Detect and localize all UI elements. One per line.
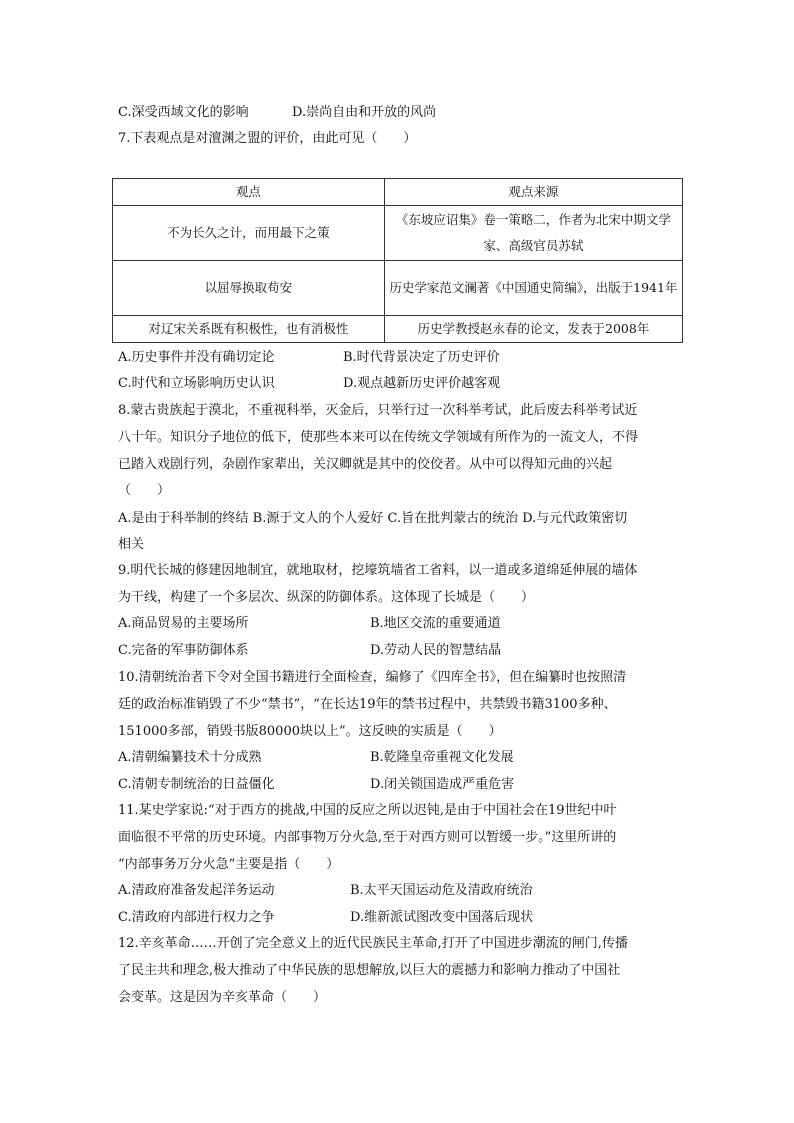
q12-stem-line-3: 会变革。这是因为辛亥革命（ ） (118, 990, 327, 1005)
q7-option-c: C.时代和立场影响历史认识 (118, 376, 275, 391)
table-cell-view: 不为长久之计，而用最下之策 (113, 206, 385, 261)
q10-option-a: A.清朝编纂技术十分成熟 (118, 750, 262, 765)
table-cell-source: 《东坡应诏集》卷一策略二，作者为北宋中期文学家、高级官员苏轼 (384, 206, 682, 261)
q7-option-b: B.时代背景决定了历史评价 (343, 350, 500, 365)
q10-option-c: C.清朝专制统治的日益僵化 (118, 777, 275, 792)
q7-option-a: A.历史事件并没有确切定论 (118, 350, 275, 365)
table-row (113, 316, 683, 343)
table-row (113, 261, 683, 316)
q9-option-a: A.商品贸易的主要场所 (118, 616, 249, 631)
table-cell-source: 历史学教授赵永春的论文，发表于2008年 (384, 316, 682, 343)
q9-stem-line-2: 为干线，构建了一个多层次、纵深的防御体系。这体现了长城是（ ） (118, 590, 535, 605)
q6-option-c: C.深受西域文化的影响 (118, 105, 249, 120)
q8-options-line-1: A.是由于科举制的终结 B.源于文人的个人爱好 C.旨在批判蒙古的统治 D.与元代政策密切 (118, 511, 628, 526)
q9-option-b: B.地区交流的重要通道 (370, 616, 501, 631)
q11-stem-line-1: 11.某史学家说:“对于西方的挑战,中国的反应之所以迟钝,是由于中国社会在19世纪中叶 (118, 803, 617, 818)
q9-option-c: C.完备的军事防御体系 (118, 643, 249, 658)
q12-stem-line-1: 12.辛亥革命……开创了完全意义上的近代民族民主革命,打开了中国进步潮流的闸门,传播 (118, 936, 628, 951)
table-cell-source: 历史学家范文澜著《中国通史简编》，出版于1941年 (384, 261, 682, 316)
table-header-source: 观点来源 (384, 179, 682, 206)
q11-stem-line-2: 面临很不平常的历史环境。内部事物万分火急,至于对西方则可以暂缓一步。”这里所讲的 (118, 830, 617, 845)
q7-stem: 7.下表观点是对澶渊之盟的评价，由此可见（ ） (118, 131, 417, 146)
q11-option-b: B.太平天国运动危及清政府统治 (350, 883, 533, 898)
q11-stem-line-3: “内部事务万分火急”主要是指（ ） (118, 857, 340, 872)
q6-option-d: D.崇尚自由和开放的风尚 (292, 105, 437, 120)
q10-stem-line-3: 151000多部，销毁书版80000块以上”。这反映的实质是（ ） (118, 724, 502, 739)
q12-stem-line-2: 了民主共和理念,极大推动了中华民族的思想解放,以巨大的震撼力和影响力推动了中国社 (118, 963, 621, 978)
q8-options-line-2: 相关 (118, 537, 145, 552)
table-header-view: 观点 (113, 179, 385, 206)
q7-views-table (112, 178, 683, 343)
q11-option-a: A.清政府准备发起洋务运动 (118, 883, 275, 898)
q9-stem-line-1: 9.明代长城的修建因地制宜，就地取材，挖壕筑墙省工省料，以一道或多道绵延伸展的墙体 (118, 563, 638, 578)
q11-option-d: D.维新派试图改变中国落后现状 (350, 910, 534, 925)
q11-option-c: C.清政府内部进行权力之争 (118, 910, 275, 925)
q8-stem-line-3: 已踏入戏剧行列，杂剧作家辈出，关汉卿就是其中的佼佼者。从中可以得知元曲的兴起 (118, 457, 613, 472)
q10-stem-line-1: 10.清朝统治者下令对全国书籍进行全面检查，编修了《四库全书》，但在编纂时也按照清 (118, 670, 627, 685)
table-cell-view: 对辽宋关系既有积极性，也有消极性 (113, 316, 385, 343)
q8-stem-line-1: 8.蒙古贵族起于漠北，不重视科举，灭金后，只举行过一次科举考试，此后废去科举考试近 (118, 403, 638, 418)
q10-stem-line-2: 廷的政治标准销毁了不少“禁书”，“在长达19年的禁书过程中，共禁毁书籍3100多种、 (118, 697, 617, 712)
q8-stem-line-4: （ ） (118, 483, 171, 498)
q8-stem-line-2: 八十年。知识分子地位的低下，使那些本来可以在传统文学领域有所作为的一流文人，不得 (118, 430, 639, 445)
q7-option-d: D.观点越新历史评价越客观 (343, 376, 501, 391)
q10-option-d: D.闭关锁国造成严重危害 (370, 777, 515, 792)
table-header-row (113, 179, 683, 206)
q10-option-b: B.乾隆皇帝重视文化发展 (370, 750, 514, 765)
table-row (113, 206, 683, 261)
q9-option-d: D.劳动人民的智慧结晶 (370, 643, 502, 658)
table-cell-view: 以屈辱换取苟安 (113, 261, 385, 316)
